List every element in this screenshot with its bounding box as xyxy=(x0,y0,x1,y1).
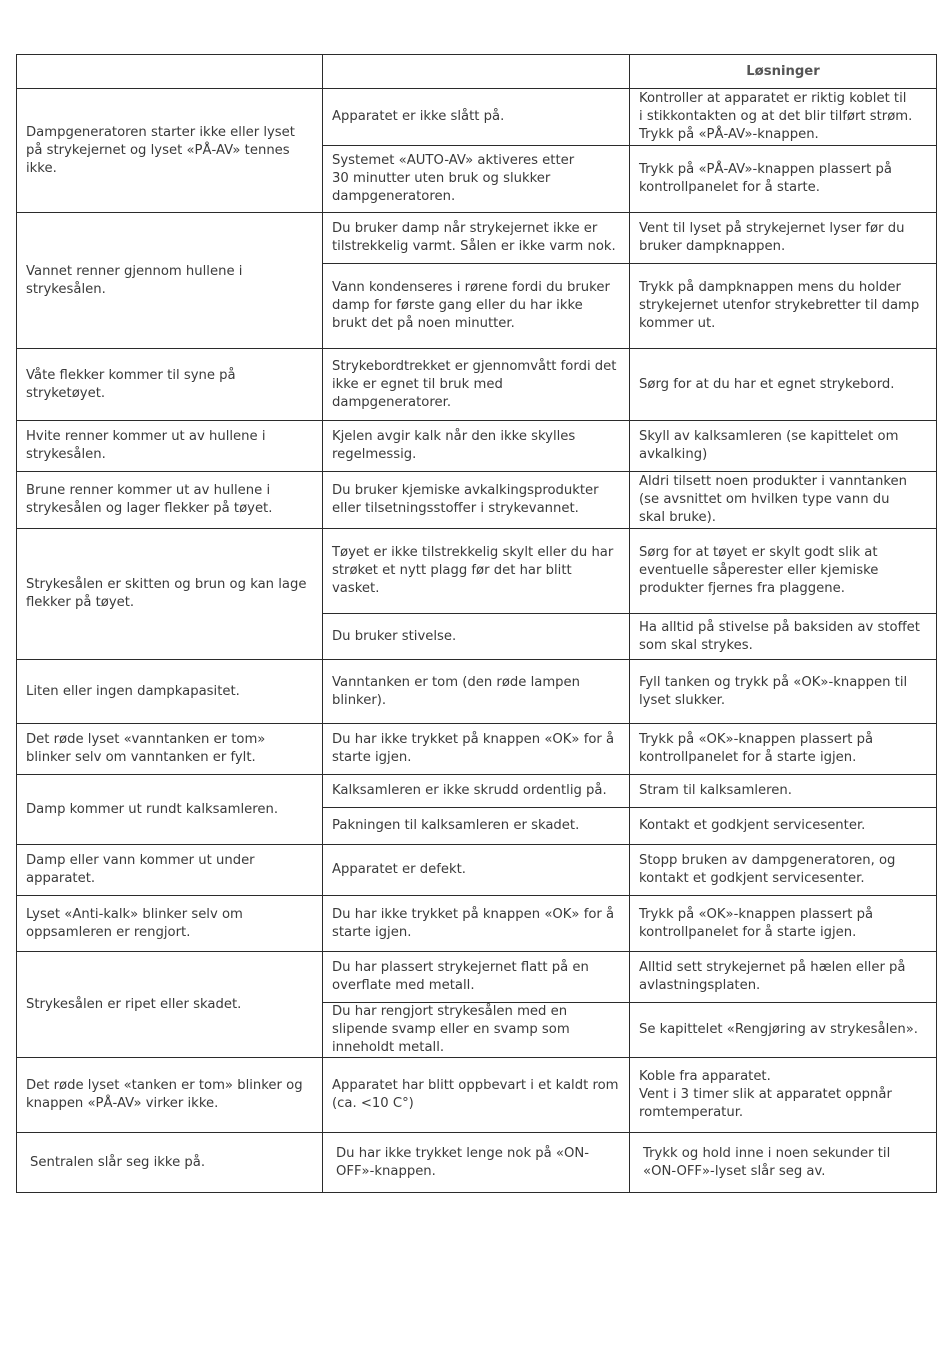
cause-cell: Vann kondenseres i rørene fordi du bruker damp for første gang eller du har ikke brukt det på noen minutter. xyxy=(323,264,630,349)
cause-cell: Du bruker kjemiske avkalkingsprodukter eller tilsetningsstoffer i strykevannet. xyxy=(323,472,630,529)
solution-cell: Kontroller at apparatet er riktig koblet til i stikkontakten og at det blir tilført strøm. Trykk på «PÅ-AV»-knappen. xyxy=(630,89,937,146)
cause-cell: Du har plassert strykejernet flatt på en overflate med metall. xyxy=(323,952,630,1003)
problem-cell: Det røde lyset «tanken er tom» blinker og knappen «PÅ-AV» virker ikke. xyxy=(17,1058,323,1133)
table-row xyxy=(17,89,937,146)
cause-cell: Du bruker stivelse. xyxy=(323,614,630,660)
problem-cell: Sentralen slår seg ikke på. xyxy=(17,1133,323,1193)
solution-cell: Kontakt et godkjent servicesenter. xyxy=(630,808,937,845)
cause-cell: Strykebordtrekket er gjennomvått fordi det ikke er egnet til bruk med dampgeneratorer. xyxy=(323,349,630,421)
solution-cell: Koble fra apparatet. Vent i 3 timer slik at apparatet oppnår romtemperatur. xyxy=(630,1058,937,1133)
table-row xyxy=(17,349,937,421)
cause-cell: Du har ikke trykket på knappen «OK» for å starte igjen. xyxy=(323,724,630,775)
solution-cell: Vent til lyset på strykejernet lyser før du bruker dampknappen. xyxy=(630,213,937,264)
problem-cell: Liten eller ingen dampkapasitet. xyxy=(17,660,323,724)
cause-cell: Apparatet er defekt. xyxy=(323,845,630,896)
cause-cell: Du bruker damp når strykejernet ikke er tilstrekkelig varmt. Sålen er ikke varm nok. xyxy=(323,213,630,264)
cause-cell: Du har rengjort strykesålen med en slipende svamp eller en svamp som inneholdt metall. xyxy=(323,1003,630,1058)
solution-cell: Trykk på dampknappen mens du holder strykejernet utenfor strykebretter til damp kommer ut. xyxy=(630,264,937,349)
solution-cell: Trykk på «OK»-knappen plassert på kontrollpanelet for å starte igjen. xyxy=(630,724,937,775)
solution-cell: Sørg for at tøyet er skylt godt slik at eventuelle såperester eller kjemiske produkter fjernes fra plaggene. xyxy=(630,529,937,614)
header-solutions: Løsninger xyxy=(630,55,937,89)
problem-cell: Våte flekker kommer til syne på stryketøyet. xyxy=(17,349,323,421)
problem-cell: Dampgeneratoren starter ikke eller lyset på strykejernet og lyset «PÅ-AV» tennes ikke. xyxy=(17,89,323,213)
solution-cell: Se kapittelet «Rengjøring av strykesålen». xyxy=(630,1003,937,1058)
cause-cell: Du har ikke trykket på knappen «OK» for å starte igjen. xyxy=(323,896,630,952)
problem-cell: Strykesålen er skitten og brun og kan lage flekker på tøyet. xyxy=(17,529,323,660)
table-header-row xyxy=(17,55,937,89)
solution-cell: Alltid sett strykejernet på hælen eller på avlastningsplaten. xyxy=(630,952,937,1003)
solution-cell: Stram til kalksamleren. xyxy=(630,775,937,808)
cause-cell: Kalksamleren er ikke skrudd ordentlig på. xyxy=(323,775,630,808)
cause-cell: Pakningen til kalksamleren er skadet. xyxy=(323,808,630,845)
cause-cell: Systemet «AUTO-AV» aktiveres etter 30 minutter uten bruk og slukker dampgeneratoren. xyxy=(323,146,630,213)
solution-cell: Trykk på «PÅ-AV»-knappen plassert på kontrollpanelet for å starte. xyxy=(630,146,937,213)
solution-cell: Stopp bruken av dampgeneratoren, og kontakt et godkjent servicesenter. xyxy=(630,845,937,896)
table-row xyxy=(17,896,937,952)
solution-cell: Trykk på «OK»-knappen plassert på kontrollpanelet for å starte igjen. xyxy=(630,896,937,952)
problem-cell: Strykesålen er ripet eller skadet. xyxy=(17,952,323,1058)
solution-cell: Sørg for at du har et egnet strykebord. xyxy=(630,349,937,421)
problem-cell: Vannet renner gjennom hullene i strykesålen. xyxy=(17,213,323,349)
problem-cell: Hvite renner kommer ut av hullene i strykesålen. xyxy=(17,421,323,472)
troubleshooting-table xyxy=(16,54,937,1193)
solution-cell: Trykk og hold inne i noen sekunder til «ON-OFF»-lyset slår seg av. xyxy=(630,1133,937,1193)
table-row xyxy=(17,775,937,808)
cause-cell: Du har ikke trykket lenge nok på «ON-OFF»-knappen. xyxy=(323,1133,630,1193)
table-row xyxy=(17,472,937,529)
header-problem xyxy=(17,55,323,89)
table-row xyxy=(17,421,937,472)
table-row xyxy=(17,952,937,1003)
table-row xyxy=(17,529,937,614)
table-body xyxy=(17,89,937,1193)
table-row xyxy=(17,213,937,264)
cause-cell: Tøyet er ikke tilstrekkelig skylt eller du har strøket et nytt plagg før det har blitt vasket. xyxy=(323,529,630,614)
problem-cell: Brune renner kommer ut av hullene i strykesålen og lager flekker på tøyet. xyxy=(17,472,323,529)
table-row xyxy=(17,660,937,724)
cause-cell: Vanntanken er tom (den røde lampen blinker). xyxy=(323,660,630,724)
solution-cell: Aldri tilsett noen produkter i vanntanken (se avsnittet om hvilken type vann du skal bruke). xyxy=(630,472,937,529)
cause-cell: Kjelen avgir kalk når den ikke skylles regelmessig. xyxy=(323,421,630,472)
problem-cell: Lyset «Anti-kalk» blinker selv om oppsamleren er rengjort. xyxy=(17,896,323,952)
table-row xyxy=(17,1058,937,1133)
solution-cell: Skyll av kalksamleren (se kapittelet om avkalking) xyxy=(630,421,937,472)
solution-cell: Ha alltid på stivelse på baksiden av stoffet som skal strykes. xyxy=(630,614,937,660)
header-cause xyxy=(323,55,630,89)
problem-cell: Det røde lyset «vanntanken er tom» blinker selv om vanntanken er fylt. xyxy=(17,724,323,775)
cause-cell: Apparatet er ikke slått på. xyxy=(323,89,630,146)
problem-cell: Damp eller vann kommer ut under apparatet. xyxy=(17,845,323,896)
table-row xyxy=(17,1133,937,1193)
solution-cell: Fyll tanken og trykk på «OK»-knappen til lyset slukker. xyxy=(630,660,937,724)
problem-cell: Damp kommer ut rundt kalksamleren. xyxy=(17,775,323,845)
cause-cell: Apparatet har blitt oppbevart i et kaldt rom (ca. <10 C°) xyxy=(323,1058,630,1133)
table-row xyxy=(17,724,937,775)
table-row xyxy=(17,845,937,896)
